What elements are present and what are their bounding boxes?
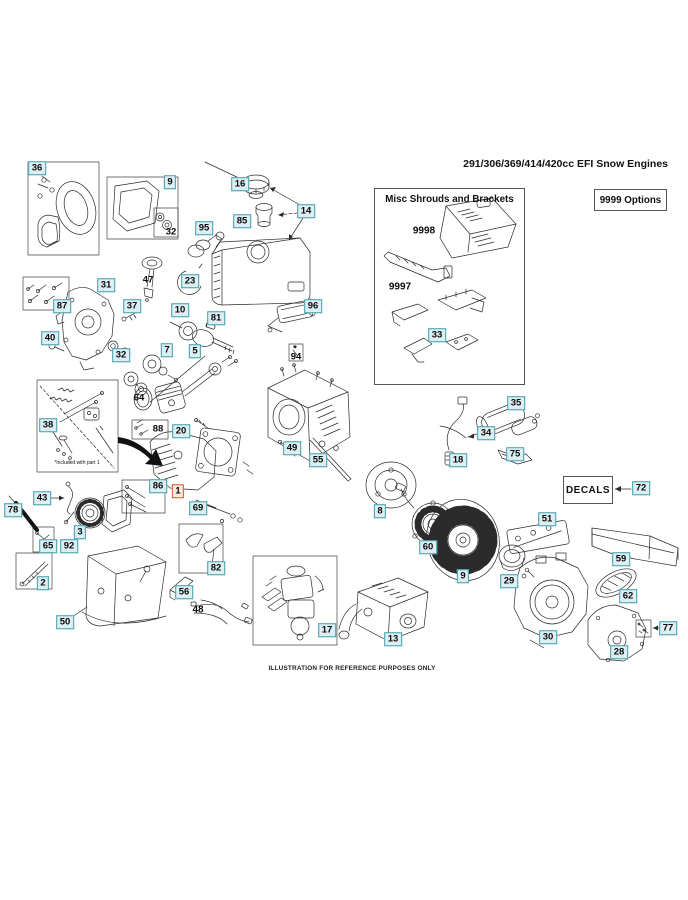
- part-label-78[interactable]: 78: [4, 503, 22, 517]
- fuel-tank-sketch: [212, 238, 310, 305]
- part-label-40[interactable]: 40: [41, 331, 59, 345]
- disclaimer-text: ILLUSTRATION FOR REFERENCE PURPOSES ONLY: [268, 665, 436, 672]
- part-label-75[interactable]: 75: [506, 447, 524, 461]
- part-label-9997: 9997: [388, 281, 412, 293]
- decals-box[interactable]: DECALS: [563, 476, 613, 504]
- part-label-9-gasket[interactable]: 9: [164, 175, 176, 189]
- part-label-81[interactable]: 81: [207, 311, 225, 325]
- screw-set-77: [638, 623, 660, 633]
- stud-20: [195, 419, 209, 429]
- part-label-30[interactable]: 30: [539, 630, 557, 644]
- fuel-filter-neck-sketch: [256, 204, 272, 227]
- part-label-18[interactable]: 18: [449, 453, 467, 467]
- part-label-64: 64: [133, 392, 145, 404]
- part-label-87[interactable]: 87: [53, 299, 71, 313]
- part-label-77[interactable]: 77: [659, 621, 677, 635]
- cam-gear-sketch: [143, 355, 178, 382]
- options-9999-box[interactable]: 9999 Options: [594, 189, 667, 211]
- decals-arrow: [615, 486, 631, 492]
- part-label-86[interactable]: 86: [149, 479, 167, 493]
- part-label-96[interactable]: 96: [304, 299, 322, 313]
- part-label-48: 48: [192, 604, 204, 616]
- head-bolts-86: [126, 486, 147, 513]
- part-label-51[interactable]: 51: [538, 512, 556, 526]
- carburetor-sketch: [262, 566, 324, 640]
- part-label-20[interactable]: 20: [172, 424, 190, 438]
- part-label-9-flywheel[interactable]: 9: [457, 569, 469, 583]
- part-label-95[interactable]: 95: [195, 221, 213, 235]
- engine-block-sketch: [268, 364, 350, 461]
- panel-59: [592, 528, 678, 566]
- head-gasket-sketch: [113, 181, 172, 231]
- part-label-23[interactable]: 23: [181, 274, 199, 288]
- part-label-47: 47: [142, 274, 154, 286]
- part-label-56[interactable]: 56: [175, 585, 193, 599]
- part-label-65[interactable]: 65: [39, 539, 57, 553]
- part-label-33[interactable]: 33: [428, 328, 446, 342]
- part-label-94: 94: [290, 351, 302, 363]
- box38-note: *Included with part 1: [54, 460, 100, 466]
- part-label-60[interactable]: 60: [419, 540, 437, 554]
- part-label-17[interactable]: 17: [318, 623, 336, 637]
- part-label-50[interactable]: 50: [56, 615, 74, 629]
- misc-shrouds-title: Misc Shrouds and Brackets: [385, 194, 514, 205]
- part-label-8[interactable]: 8: [374, 504, 386, 518]
- part-label-13[interactable]: 13: [384, 632, 402, 646]
- part-label-49[interactable]: 49: [283, 441, 301, 455]
- part-label-31[interactable]: 31: [97, 278, 115, 292]
- governor-arm-43: [50, 482, 73, 514]
- part-label-32-case[interactable]: 32: [112, 348, 130, 362]
- piston-rod-sketch: [134, 356, 238, 414]
- part-label-3[interactable]: 3: [74, 525, 86, 539]
- part-label-1[interactable]: 1: [172, 484, 184, 498]
- crankshaft-sketch: [170, 322, 234, 354]
- pulley-sketch: [366, 462, 416, 508]
- part-label-2[interactable]: 2: [37, 576, 49, 590]
- part-label-34[interactable]: 34: [477, 426, 495, 440]
- part-label-38[interactable]: 38: [39, 418, 57, 432]
- part-label-7[interactable]: 7: [161, 343, 173, 357]
- part-label-37[interactable]: 37: [123, 299, 141, 313]
- part-label-14[interactable]: 14: [297, 204, 315, 218]
- part-label-88: 88: [152, 423, 164, 435]
- part-label-72[interactable]: 72: [632, 481, 650, 495]
- part-label-62[interactable]: 62: [619, 589, 637, 603]
- page-title: 291/306/369/414/420cc EFI Snow Engines: [463, 158, 668, 170]
- group-boxes: [16, 162, 651, 645]
- part-label-94-star: *: [293, 343, 297, 355]
- part-label-28[interactable]: 28: [610, 645, 628, 659]
- part-label-59[interactable]: 59: [612, 552, 630, 566]
- part-label-35[interactable]: 35: [507, 396, 525, 410]
- oil-pan-sketch: [72, 546, 166, 626]
- part-label-92[interactable]: 92: [60, 539, 78, 553]
- gasket-set-sketch: [38, 176, 103, 247]
- part-label-29[interactable]: 29: [500, 574, 518, 588]
- part-label-69[interactable]: 69: [189, 501, 207, 515]
- part-label-82[interactable]: 82: [207, 561, 225, 575]
- part-label-43[interactable]: 43: [33, 491, 51, 505]
- part-label-55[interactable]: 55: [309, 453, 327, 467]
- wire-34: [440, 426, 477, 439]
- part-label-9998: 9998: [412, 225, 436, 237]
- part-label-85[interactable]: 85: [233, 214, 251, 228]
- part-label-32-inner: 32: [165, 226, 177, 238]
- part-label-36[interactable]: 36: [28, 161, 46, 175]
- screw-set-88: [135, 420, 148, 435]
- part-label-16[interactable]: 16: [231, 177, 249, 191]
- part-label-10[interactable]: 10: [171, 303, 189, 317]
- part-label-5[interactable]: 5: [189, 344, 201, 358]
